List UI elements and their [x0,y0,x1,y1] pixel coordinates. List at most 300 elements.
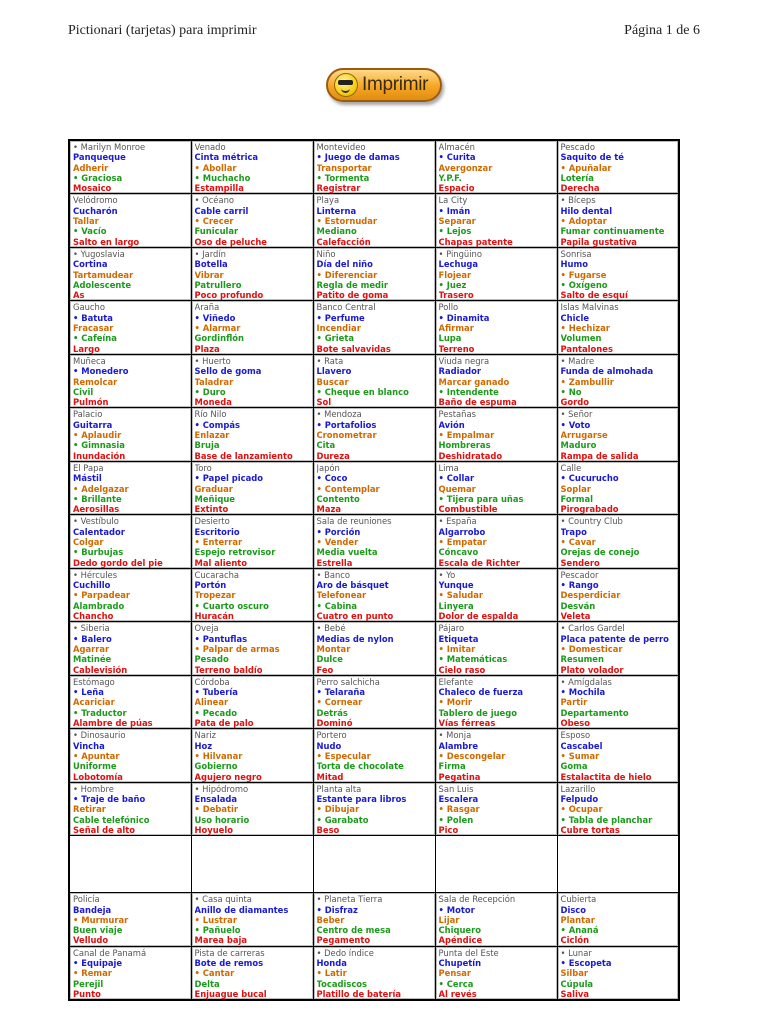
card-word: • Lejos [438,226,472,237]
card-word: • Crecer [194,216,234,227]
card-word: Montevideo [316,142,366,152]
card-word: Alinear [194,697,229,708]
card-word: • Ocupar [560,804,603,815]
card-word: • Porción [316,526,361,537]
card-word: • Vestíbulo [73,516,119,527]
card-word: Hombreras [438,440,491,451]
card-word: Dominó [316,718,353,729]
card-word: Lima [438,462,459,473]
card-row [69,140,679,194]
card-word: Regla de medir [316,279,389,290]
card-word: Araña [194,302,220,313]
card-word: Señal de alto [73,825,135,835]
print-button[interactable] [326,68,442,102]
card-word: Bandeja [73,904,112,915]
card [191,247,313,300]
card-word: Baño de espuma [438,397,517,408]
card-word: Contento [316,493,360,504]
card [191,354,313,407]
card-word: Separar [438,216,476,227]
card-word: Oso de peluche [194,236,267,247]
card-word: • Alarmar [194,323,241,334]
card-word: • Hechizar [560,323,610,334]
card [435,622,557,675]
card-word: • Juez [438,279,467,290]
card-word: Portón [194,580,227,591]
card-word: • Aplaudir [73,430,122,441]
card-word: Alambre de púas [73,718,153,729]
card-word: Terreno baldío [194,664,263,675]
card-word: Medias de nylon [316,633,394,644]
card-word: Mal aliento [194,557,248,568]
card [557,946,679,1000]
card-word: Patrullero [194,279,242,290]
card [69,893,191,946]
card-word: Linyera [438,600,474,611]
card-word: Media vuelta [316,547,378,558]
card-word: Mediano [316,226,357,237]
card [69,354,191,407]
card-word: Huracán [194,611,234,622]
card-word: Funda de almohada [560,366,654,377]
card-word: • Dibujar [316,804,360,815]
card [313,675,435,728]
card [313,247,435,300]
card [313,946,435,1000]
card-word: • Cornear [316,697,363,708]
card-word: • Telaraña [316,687,365,698]
card-row [69,194,679,247]
card-word: Estrella [316,557,353,568]
card-word: Perejil [73,978,104,989]
card [557,301,679,354]
card-word: Pata de palo [194,718,254,729]
card-word: Matinée [73,654,112,665]
card-word: Etiqueta [438,633,479,644]
card [435,194,557,247]
card-word: Tocadiscos [316,978,368,989]
card-word: Marea baja [194,935,248,946]
card [557,568,679,621]
card-word: • Cafeína [73,333,117,344]
card [435,568,557,621]
card-word: • Empatar [438,536,487,547]
card [557,515,679,568]
card-word: Pulmón [73,397,109,408]
card-word: Extinto [194,504,229,515]
card-word: • Carlos Gardel [560,623,625,634]
card-word: Japón [316,462,340,473]
card-word: • Traductor [73,707,127,718]
card-word: Graduar [194,483,233,494]
card [313,729,435,782]
card [557,675,679,728]
card-word: • Escopeta [560,958,612,969]
card-word: Pescador [560,569,599,580]
card [191,675,313,728]
card-word: Chancho [73,611,114,622]
card-word: Moneda [194,397,232,408]
empty-cell [191,836,313,893]
card-word: Trasero [438,290,474,301]
card-word: Estalactita de hielo [560,771,652,782]
card-word: Punta del Este [438,947,499,958]
card-word: • Tormenta [316,172,370,183]
card-word: Palacio [73,409,103,420]
card-word: • Planeta Tierra [316,894,383,905]
card-word: Avergonzar [438,162,493,173]
card-word: Al revés [438,988,477,999]
card [191,140,313,194]
card [557,729,679,782]
card [191,729,313,782]
card-word: • Contemplar [316,483,380,494]
card [557,247,679,300]
card-word: Sol [316,397,332,408]
card-word: Humo [560,259,588,270]
card [435,729,557,782]
card-word: Tropezar [194,590,236,601]
card-word: Pico [438,825,459,835]
card-word: Lupa [438,333,462,344]
card-word: La City [438,195,468,206]
card-word: • Latir [316,968,347,979]
card-word: Pegatina [438,771,481,782]
card-word: Sendero [560,557,600,568]
card-word: Pista de carreras [194,947,265,958]
card-word: • Balero [73,633,112,644]
card-row [69,622,679,675]
card-word: Fumar continuamente [560,226,665,237]
card-word: • Mendoza [316,409,362,420]
card-word: Oveja [194,623,219,634]
card-word: Sala de Recepción [438,894,516,905]
card-row [69,515,679,568]
card-word: Dedo gordo del pie [73,557,163,568]
card-word: Cucaracha [194,569,240,580]
empty-cell [313,836,435,893]
card-word: Linterna [316,205,357,216]
card-word: Cucharón [73,205,118,216]
card-word: Desperdiciar [560,590,621,601]
card-word: Civil [73,386,94,397]
card [557,194,679,247]
card-word: Pantalones [560,343,613,354]
card-word: Playa [316,195,340,206]
card-word: Estampilla [194,183,244,194]
card [313,622,435,675]
card-word: • Amígdalas [560,676,612,687]
card-word: Terreno [438,343,475,354]
card-word: Islas Malvinas [560,302,619,313]
card-word: • Bebé [316,623,346,634]
card [435,893,557,946]
card-word: Volumen [560,333,602,344]
card-word: • Cavar [560,536,596,547]
card-word: Cable carril [194,205,249,216]
card-word: • Batuta [73,312,113,323]
card-row [69,354,679,407]
card-word: Bote de remos [194,958,264,969]
card [435,675,557,728]
card-word: Uniforme [73,761,117,772]
card-word: • Descongelar [438,750,506,761]
card-word: Lazarillo [560,783,596,794]
card-word: Tallar [73,216,99,227]
card-word: Agarrar [73,643,110,654]
cards-body [69,140,679,1000]
card-word: Dureza [316,450,350,461]
card-word: • Brillante [73,493,122,504]
card-word: Calefacción [316,236,371,247]
card-word: Canal de Panamá [73,947,147,958]
document-title: Pictionari (tarjetas) para imprimir [68,23,257,38]
card-word: • Cerca [438,978,474,989]
card-word: Perro salchicha [316,676,380,687]
card-word: • Vacío [73,226,107,237]
card-word: Nudo [316,740,342,751]
card-word: • Juego de damas [316,152,400,163]
card-word: • Parpadear [73,590,131,601]
card-word: Agujero negro [194,771,262,782]
card-word: Enlazar [194,430,230,441]
card-word: Velódromo [73,195,118,206]
card-word: Alambrado [73,600,125,611]
card-word: Almacén [438,142,475,152]
card-word: • Hilvanar [194,750,243,761]
card-word: • Mochila [560,687,606,698]
card [435,247,557,300]
card-word: Remolcar [73,376,118,387]
card-word: Cinta métrica [194,152,259,163]
card-word: • Ananá [560,925,599,936]
card-word: Retirar [73,804,106,815]
card-word: Placa patente de perro [560,633,669,644]
card-row [69,946,679,1000]
card-word: Deshidratado [438,450,503,461]
card [69,675,191,728]
card [435,946,557,1000]
card-row [69,408,679,461]
card-word: Largo [73,343,100,354]
card-word: • Murmurar [73,914,129,925]
card-word: • España [438,516,477,527]
card-word: • Monja [438,730,472,741]
card-word: • Grieta [316,333,354,344]
card-word: Y.P.F. [438,172,462,183]
card-word: Salto de esquí [560,290,628,301]
card-row [69,461,679,514]
card-word: Velludo [73,935,109,946]
card-word: Hoz [194,740,213,751]
card [191,515,313,568]
card-row [69,301,679,354]
card-word: • Marilyn Monroe [73,142,146,152]
card-word: • Cheque en blanco [316,386,409,397]
card-word: Gordinflón [194,333,245,344]
card-row [69,729,679,782]
card-word: • Pañuelo [194,925,241,936]
card-word: Cubierta [560,894,597,905]
card-word: Acariciar [73,697,115,708]
card-word: Chiquero [438,925,482,936]
card-word: • Coco [316,473,348,484]
card-word: Esposo [560,730,591,741]
card-word: • Voto [560,419,591,430]
card-word: Chapas patente [438,236,513,247]
card-word: Meñique [194,493,235,504]
card-word: • Pecado [194,707,237,718]
card-word: Pescado [560,142,595,152]
card-word: Punto [73,988,101,999]
card-word: Beso [316,825,340,835]
card [435,140,557,194]
card-word: Inundación [73,450,126,461]
card-word: • Bíceps [560,195,596,206]
card-word: Aro de básquet [316,580,389,591]
card-word: • Enterrar [194,536,243,547]
card-word: • Estornudar [316,216,378,227]
empty-cell [435,836,557,893]
card [313,782,435,835]
card-word: • Yo [438,569,456,580]
card-word: Disco [560,904,587,915]
card [557,461,679,514]
page-break-row [69,836,679,893]
card-word: • Leña [73,687,104,698]
card-word: Centro de mesa [316,925,391,936]
card [557,782,679,835]
card-word: • Rata [316,355,344,366]
card-word: • Diferenciar [316,269,378,280]
card-word: Orejas de conejo [560,547,640,558]
card-word: • Remar [73,968,112,979]
card-word: Pensar [438,968,472,979]
card-word: Cubre tortas [560,825,620,835]
card-word: Tartamudear [73,269,134,280]
card [313,408,435,461]
card-word: Gaucho [73,302,105,313]
card [557,354,679,407]
card-word: Saquito de té [560,152,624,163]
card-word: Portero [316,730,347,741]
card-word: Día del niño [316,259,373,270]
card-word: Aerosillas [73,504,120,515]
card-word: Plantar [560,914,595,925]
card-word: Base de lanzamiento [194,450,293,461]
card-word: Lobotomía [73,771,123,782]
card-word: • Palpar de armas [194,643,280,654]
card-word: • Morir [438,697,472,708]
card-word: • Tubería [194,687,238,698]
card-word: Calle [560,462,582,473]
card-word: • Cuarto oscuro [194,600,269,611]
card-word: Poco profundo [194,290,264,301]
card-row [69,247,679,300]
card [313,354,435,407]
card-row [69,893,679,946]
card-word: • Country Club [560,516,623,527]
card [69,515,191,568]
card-word: Transportar [316,162,372,173]
card-word: Ciclón [560,935,590,946]
smiley-sunglasses-icon [334,73,358,97]
card [69,194,191,247]
card-word: Buen viaje [73,925,123,936]
card [313,568,435,621]
card [69,461,191,514]
card-word: • Portafolios [316,419,377,430]
card-word: Cita [316,440,336,451]
card-word: Colgar [73,536,104,547]
card-word: • Apuntar [73,750,120,761]
card-word: • Banco [316,569,351,580]
card-word: Maduro [560,440,597,451]
card-word: Dolor de espalda [438,611,519,622]
card-word: Salto en largo [73,236,140,247]
card-word: Cóncavo [438,547,479,558]
card [191,782,313,835]
card-word: Montar [316,643,351,654]
card-word: • Lustrar [194,914,237,925]
card-word: Afirmar [438,323,474,334]
card-word: Pesado [194,654,229,665]
card-word: • Dedo índice [316,947,374,958]
card-word: Algarrobo [438,526,486,537]
card-word: Cablevisión [73,664,128,675]
print-button-label: Imprimir [362,74,429,95]
card-word: Buscar [316,376,349,387]
card-word: Guitarra [73,419,113,430]
card-word: Departamento [560,707,629,718]
card-word: Flojear [438,269,472,280]
card-word: Lotería [560,172,594,183]
card-word: Vincha [73,740,105,751]
card-word: • Gimnasia [73,440,125,451]
card-word: • Matemáticas [438,654,508,665]
card-word: Desván [560,600,596,611]
card-row [69,675,679,728]
card [69,140,191,194]
card-word: Bruja [194,440,220,451]
card [191,893,313,946]
card-word: Estómago [73,676,115,687]
card-word: • Collar [438,473,475,484]
card-word: • Saludar [438,590,484,601]
card [69,247,191,300]
card-word: Fracasar [73,323,114,334]
card-word: • Tijera para uñas [438,493,524,504]
card-word: Niño [316,248,336,259]
card-word: • Siberia [73,623,110,634]
card-word: • Muchacho [194,172,251,183]
card-word: Goma [560,761,588,772]
card-word: Gobierno [194,761,238,772]
card [191,408,313,461]
card [557,408,679,461]
card-word: Estante para libros [316,794,407,805]
card-word: • Domesticar [560,643,623,654]
card-word: Policía [73,894,100,905]
card [435,354,557,407]
card-word: • Madre [560,355,595,366]
card-word: Desierto [194,516,230,527]
card-word: • Burbujas [73,547,124,558]
card-word: • Rango [560,580,599,591]
card-word: • Graciosa [73,172,123,183]
card-word: Derecha [560,183,600,194]
card-word: • Huerto [194,355,231,366]
